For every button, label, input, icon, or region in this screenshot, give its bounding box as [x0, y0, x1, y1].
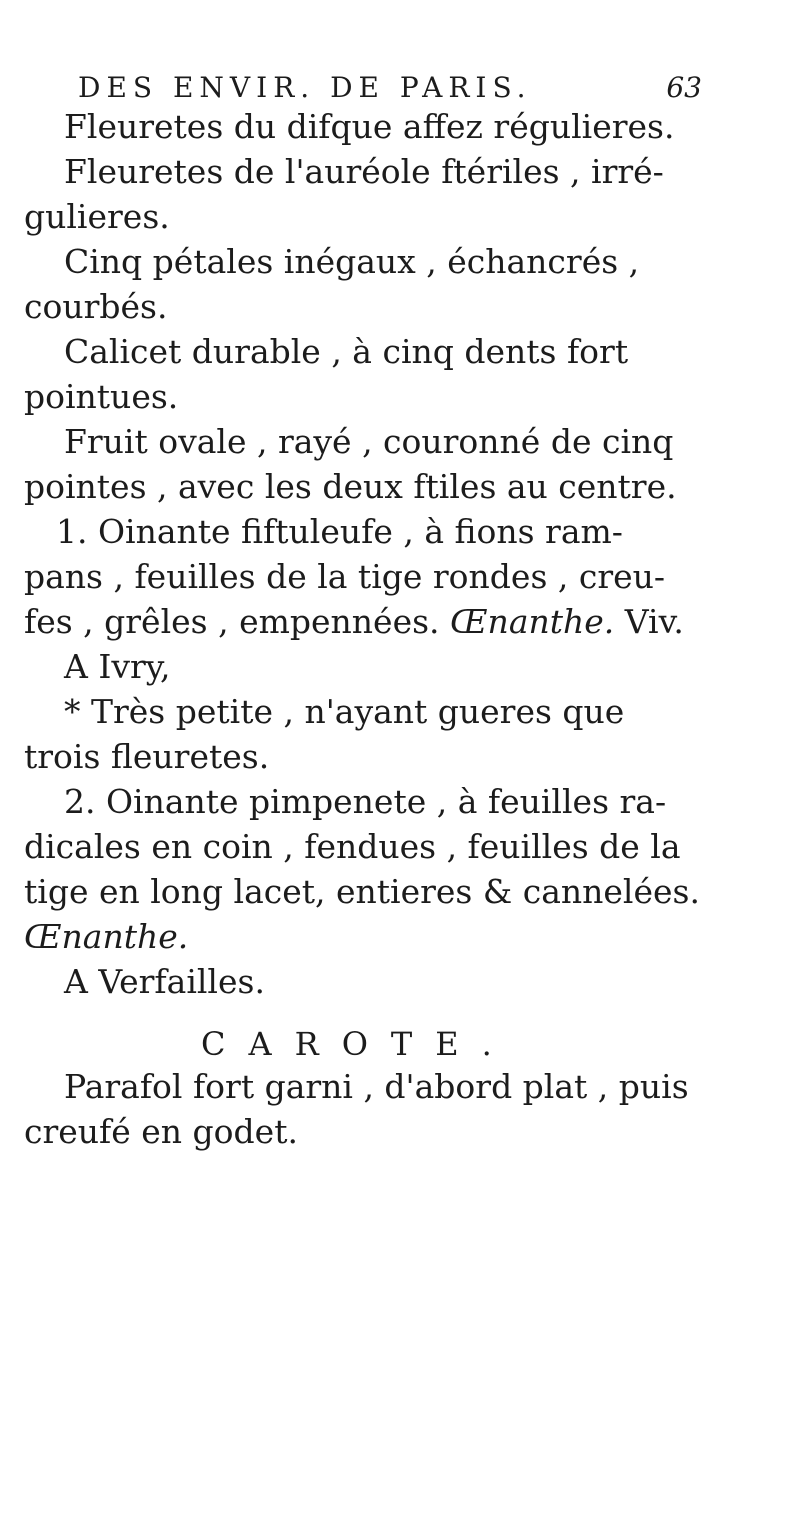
page-body: [24, 104, 754, 1154]
text-line: Parafol fort garni , d'abord plat , puis: [64, 1067, 689, 1106]
text-line: Calicet durable , à cinq dents fort: [64, 332, 629, 371]
text-line: * Très petite , n'ayant gueres que: [64, 692, 625, 731]
text-line: A Ivry,: [64, 647, 171, 686]
text-line: pans , feuilles de la tige rondes , creu-: [24, 557, 666, 596]
running-head-title: DES ENVIR. DE PARIS.: [78, 71, 532, 104]
text-line: 2. Oinante pimpenete , à feuilles ra-: [64, 782, 667, 821]
text-line: A Verfailles.: [64, 962, 265, 1001]
text-line: Fleuretes de l'auréole ftériles , irré-: [64, 152, 664, 191]
latin-name: Œnanthe.: [24, 917, 189, 956]
text-line: [24, 599, 754, 644]
text-line: Cinq pétales inégaux , échancrés ,: [64, 242, 640, 281]
section-heading: CAROTE.: [201, 1025, 515, 1063]
text-line: Fruit ovale , rayé , couronné de cinq: [64, 422, 674, 461]
text-line: pointues.: [24, 377, 179, 416]
text-line: trois fleuretes.: [24, 737, 270, 776]
text-line: tige en long lacet, entieres & cannelées.: [24, 872, 700, 911]
latin-name: Œnanthe.: [450, 602, 615, 641]
text-segment: fes , grêles , empennées.: [24, 602, 440, 641]
page-number: 63: [666, 71, 702, 104]
text-line: gulieres.: [24, 197, 170, 236]
text-line: dicales en coin , fendues , feuilles de la: [24, 827, 681, 866]
running-head: [78, 68, 702, 108]
text-line: 1. Oinante fiftuleufe , à fions ram-: [56, 512, 623, 551]
text-line: pointes , avec les deux ftiles au centre.: [24, 467, 677, 506]
text-line: courbés.: [24, 287, 168, 326]
text-segment: Viv.: [624, 602, 684, 641]
text-line: Fleuretes du difque affez régulieres.: [64, 107, 675, 146]
text-line: creufé en godet.: [24, 1112, 298, 1151]
